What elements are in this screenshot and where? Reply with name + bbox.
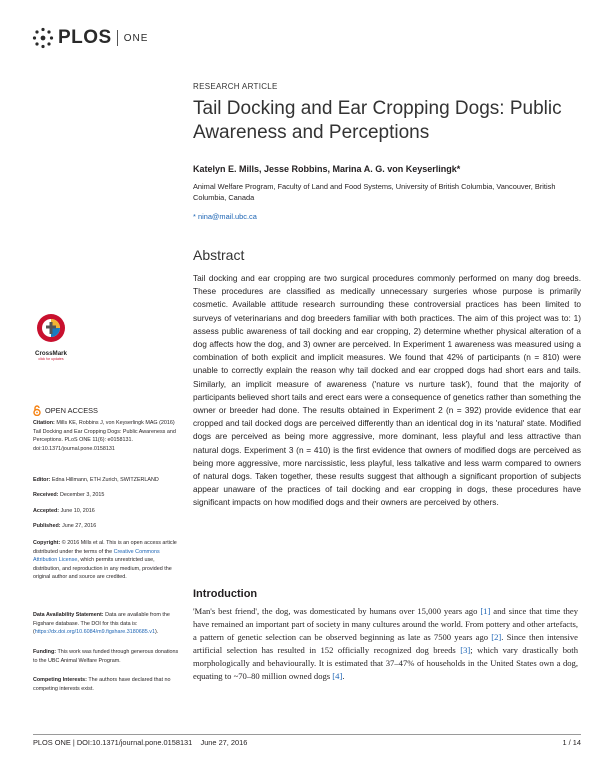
- abstract-heading: Abstract: [193, 247, 245, 263]
- plos-logo[interactable]: [32, 27, 148, 49]
- figshare-link[interactable]: https://dx.doi.org/10.6084/m9.figshare.3180685.v1: [34, 629, 155, 636]
- logo-separator: [117, 30, 118, 46]
- intro-text-part: ; which vary drastically both morphologically and behaviourally. It is estimated that 37–47% of households in the United States own a dog, equating to ~70–80 million owned dogs: [193, 644, 578, 681]
- crossmark-sublabel: click for updates: [38, 357, 64, 361]
- affiliation: Animal Welfare Program, Faculty of Land and Food Systems, University of British Columbia, Vancouver, British Columbia, Canada: [193, 182, 556, 202]
- received-block: [33, 491, 181, 500]
- editor-label: Editor:: [33, 477, 51, 483]
- intro-text-part: and since that time they have remained an important part of society in many cultures around the world. From pottery and other artefacts, a pattern of genetic selection can be observed beginning as late as 7500 years ago: [193, 606, 578, 642]
- data-availability-text: Data are available from the Figshare database. The DOI for this data is: (: [33, 612, 170, 636]
- introduction-heading: Introduction: [193, 588, 258, 600]
- crossmark-label: CrossMark: [35, 350, 67, 357]
- crossmark-badge[interactable]: [33, 313, 69, 361]
- open-access-label: OPEN ACCESS: [45, 406, 98, 415]
- crossmark-icon: [36, 313, 66, 343]
- copyright-text: © 2016 Mills et al. This is an open access article distributed under the terms of the: [33, 540, 177, 555]
- intro-text-part: . Since then intensive artificial selection has resulted in 152 officially recognized dog breeds: [193, 631, 578, 655]
- author-list: Katelyn E. Mills, Jesse Robbins, Marina A. G. von Keyserlingk*: [193, 164, 461, 174]
- copyright-label: Copyright:: [33, 540, 61, 546]
- citation-label: Citation:: [33, 420, 55, 426]
- corresponding-email: [193, 212, 257, 221]
- article-title: Tail Docking and Ear Cropping Dogs: Public Awareness and Perceptions: [193, 98, 562, 143]
- received-date: December 3, 2015: [59, 492, 105, 498]
- copyright-text-cont: , which permits unrestricted use, distribution, and reproduction in any medium, provided the original author and source are credited.: [33, 557, 172, 581]
- plos-dots-icon: [32, 27, 54, 49]
- citation-text: Mills KE, Robbins J, von Keyserlingk MAG (2016) Tail Docking and Ear Cropping Dogs: Public Awareness and Perceptions. PLoS ONE 11(6): e0158131. doi:10.1371/journal.pone.0158131: [33, 420, 176, 452]
- accepted-label: Accepted:: [33, 508, 60, 514]
- email-link[interactable]: nina@mail.ubc.ca: [197, 212, 257, 221]
- funding-label: Funding:: [33, 649, 57, 655]
- citation-link[interactable]: [2]: [491, 631, 502, 642]
- accepted-date: June 10, 2016: [60, 508, 95, 514]
- article-type: RESEARCH ARTICLE: [193, 82, 278, 91]
- published-date: June 27, 2016: [62, 523, 97, 529]
- editor-block: [33, 476, 181, 485]
- citation-link[interactable]: [3]: [460, 644, 471, 655]
- license-link[interactable]: Creative Commons Attribution License: [33, 548, 160, 564]
- copyright-block: [33, 539, 181, 582]
- journal-name: ONE: [123, 32, 149, 44]
- abstract-text: Tail docking and ear cropping are two surgical procedures commonly performed on many dog breeds. These procedures are classified as medically unnecessary surgeries whose purpose is primarily cosmetic. Available attitude research surrounding these controversial practices has been limited to surveys of veterinarians and dog breeders familiar with both practices. The aim of this project was to: 1) assess public awareness of tail docking and ear cropping, 2) determine whether physical alteration of a dog affects how the dog, and 3) owner are perceived. In Experiment 1 awareness was measured using a combination of both explicit and implicit measures. We found that 42% of participants (n = 810) were unable to correctly explain the reason why tail docked and ear cropped dogs had short ears and tails. Similarly, an implicit measure of awareness ('nature vs nurture task'), found that the majority of participants believed short tails and erect ears were a consequence of genetics rather than something the owner or breeder had done. The results obtained in Experiment 2 (n = 392) provide evidence that ear cropped and tail docked dogs are perceived differently than an identical dog in its 'natural' state. Modified dogs are perceived as being more aggressive, more dominant, less playful and less attractive than natural dogs. Experiment 3 (n = 410) is the first evidence that owners of modified dogs are perceived as being more aggressive, more narcissistic, less playful, less talkative and less warm compared to owners of natural dogs. Taken together, these results suggest that although a significant proportion of subjects appear unaware of the practices of tail docking and ear cropping in dogs, these procedures have significant impacts on how modified dogs and their owners are perceived by others.: [193, 273, 581, 508]
- funding-block: [33, 648, 181, 665]
- footer-citation: PLOS ONE | DOI:10.1371/journal.pone.0158131 June 27, 2016: [33, 738, 248, 747]
- intro-text-part: .: [342, 670, 345, 681]
- accepted-block: [33, 507, 181, 516]
- data-availability-label: Data Availability Statement:: [33, 612, 104, 618]
- logo-text: PLOS: [58, 27, 112, 48]
- funding-text: This work was funded through generous donations to the UBC Animal Welfare Program.: [33, 649, 179, 664]
- published-block: [33, 522, 181, 531]
- citation-link[interactable]: [4]: [332, 670, 343, 681]
- intro-text-part: 'Man's best friend', the dog, was domesticated by humans over 15,000 years ago: [193, 606, 481, 616]
- open-lock-icon: [33, 405, 41, 416]
- editor-text: Edna Hillmann, ETH Zurich, SWITZERLAND: [51, 477, 159, 483]
- data-availability-end: ).: [154, 629, 159, 636]
- page-number: 1 / 14: [562, 738, 581, 747]
- competing-interests-label: Competing Interests:: [33, 677, 87, 683]
- open-access-badge: [33, 405, 98, 416]
- citation-block: [33, 419, 181, 453]
- footer-divider: [33, 734, 581, 735]
- data-availability-block: [33, 611, 181, 637]
- competing-interests-block: [33, 676, 181, 693]
- received-label: Received:: [33, 492, 59, 498]
- introduction-text: [193, 605, 578, 682]
- competing-interests-text: The authors have declared that no competing interests exist.: [33, 677, 171, 692]
- email-marker: *: [193, 212, 196, 221]
- published-label: Published:: [33, 523, 61, 529]
- citation-link[interactable]: [1]: [480, 606, 491, 616]
